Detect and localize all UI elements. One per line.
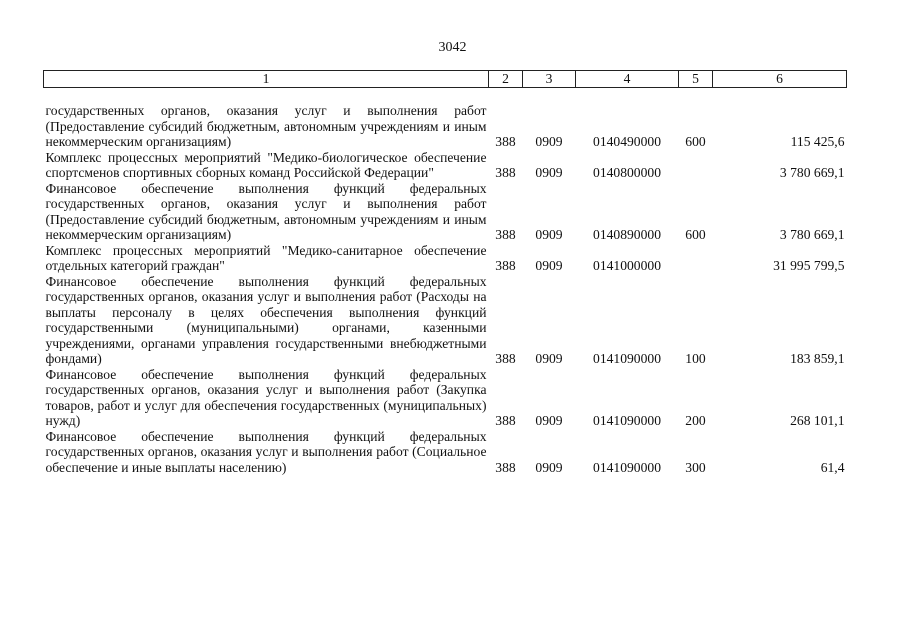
- row-amount: 183 859,1: [790, 351, 845, 366]
- row-amount: 3 780 669,1: [779, 227, 845, 242]
- row-code-5: 600: [685, 134, 706, 149]
- header-col-4: 4: [576, 71, 679, 88]
- row-code-4: 0141090000: [593, 413, 661, 428]
- row-amount: 3 780 669,1: [779, 165, 845, 180]
- row-code-4: 0140490000: [593, 134, 661, 149]
- table-row: [44, 88, 847, 150]
- row-code-3: 0909: [535, 165, 563, 180]
- row-code-2: 388: [495, 134, 516, 149]
- row-code-4: 0140890000: [593, 227, 661, 242]
- row-code-4: 0141090000: [593, 459, 661, 475]
- row-code-4: 0141090000: [593, 351, 661, 366]
- row-amount: 268 101,1: [790, 413, 845, 428]
- row-code-5: 100: [685, 351, 706, 366]
- row-code-2: 388: [495, 459, 516, 475]
- table-row: [44, 181, 847, 243]
- row-code-4: 0141000000: [593, 258, 661, 273]
- row-code-2: 388: [495, 351, 516, 366]
- row-code-4: 0140800000: [593, 165, 661, 180]
- row-code-3: 0909: [535, 413, 563, 428]
- table-header-row: [44, 71, 847, 88]
- row-name: Комплекс процессных мероприятий "Медико-санитарное обеспечение отдельных категорий граждан": [45, 242, 487, 273]
- header-col-2: 2: [489, 71, 523, 88]
- table-row: [44, 429, 847, 476]
- row-code-2: 388: [495, 413, 516, 428]
- row-code-5: 600: [685, 227, 706, 242]
- row-amount: 31 995 799,5: [773, 258, 845, 273]
- header-col-3: 3: [523, 71, 576, 88]
- table-row: [44, 243, 847, 274]
- row-code-2: 388: [495, 165, 516, 180]
- row-code-3: 0909: [535, 351, 563, 366]
- row-code-3: 0909: [535, 258, 563, 273]
- row-name: Финансовое обеспечение выполнения функций федеральных государственных органов, оказания услуг и выполнения работ (Расходы на выплаты персоналу в целях обеспечения выполнения функций государственными (муниципальными) органами, казенными учреждениями, органами управления государственными внебюджетными фондами): [45, 273, 487, 366]
- row-name: Финансовое обеспечение выполнения функций федеральных государственных органов, оказания услуг и выполнения работ (Социальное обеспечение и иные выплаты населению): [45, 428, 487, 475]
- table-row: [44, 150, 847, 181]
- row-code-3: 0909: [535, 459, 563, 475]
- row-amount: 61,4: [820, 459, 845, 475]
- row-code-5: 200: [685, 413, 706, 428]
- table-row: [44, 274, 847, 367]
- header-col-6: 6: [713, 71, 847, 88]
- budget-table: [43, 70, 847, 475]
- row-code-5: [679, 243, 713, 274]
- row-code-2: 388: [495, 227, 516, 242]
- row-amount: 115 425,6: [790, 134, 845, 149]
- row-name: Финансовое обеспечение выполнения функций федеральных государственных органов, оказания услуг и выполнения работ (Предоставление субсидий бюджетным, автономным учреждениям и иным некоммерческим организациям): [45, 180, 487, 242]
- header-col-5: 5: [679, 71, 713, 88]
- table-row: [44, 367, 847, 429]
- row-name: Комплекс процессных мероприятий "Медико-биологическое обеспечение спортсменов спортивных сборных команд Российской Федерации": [45, 149, 487, 180]
- row-code-2: 388: [495, 258, 516, 273]
- header-col-1: 1: [44, 71, 489, 88]
- page-number: 3042: [438, 40, 467, 55]
- row-code-3: 0909: [535, 227, 563, 242]
- row-name: государственных органов, оказания услуг и выполнения работ (Предоставление субсидий бюджетным, автономным учреждениям и иным некоммерческим организациям): [45, 103, 487, 149]
- row-code-3: 0909: [535, 134, 563, 149]
- row-name: Финансовое обеспечение выполнения функций федеральных государственных органов, оказания услуг и выполнения работ (Закупка товаров, работ и услуг для обеспечения государственных (муниципальных) нужд): [45, 366, 487, 428]
- row-code-5: 300: [685, 459, 706, 475]
- row-code-5: [679, 150, 713, 181]
